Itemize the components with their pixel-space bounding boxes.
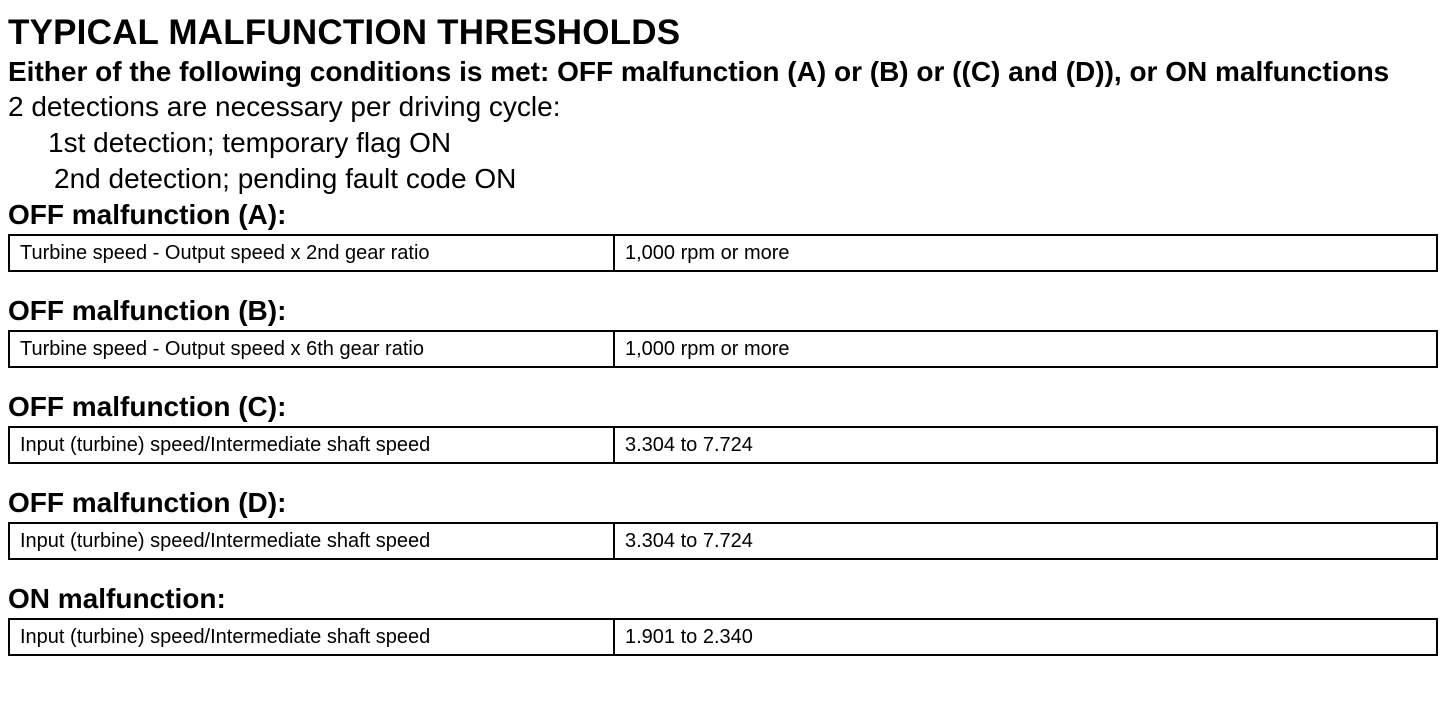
section-off-malfunction-a bbox=[8, 198, 1440, 272]
threshold-cell: 1.901 to 2.340 bbox=[614, 619, 1437, 655]
threshold-cell: 1,000 rpm or more bbox=[614, 235, 1437, 271]
threshold-table bbox=[8, 234, 1438, 272]
detections-intro: 2 detections are necessary per driving cycle: bbox=[8, 91, 561, 122]
threshold-table bbox=[8, 618, 1438, 656]
second-detection-note: 2nd detection; pending fault code ON bbox=[54, 163, 517, 194]
section-heading: OFF malfunction (C): bbox=[8, 391, 287, 422]
parameter-cell: Turbine speed - Output speed x 2nd gear ratio bbox=[9, 235, 614, 271]
threshold-table bbox=[8, 522, 1438, 560]
document-title: TYPICAL MALFUNCTION THRESHOLDS bbox=[8, 13, 681, 52]
table-row bbox=[9, 619, 1437, 655]
section-heading: OFF malfunction (A): bbox=[8, 199, 287, 230]
condition-statement: Either of the following conditions is met: OFF malfunction (A) or (B) or ((C) and (D)), or ON malfunctions bbox=[8, 56, 1390, 87]
parameter-cell: Input (turbine) speed/Intermediate shaft speed bbox=[9, 523, 614, 559]
threshold-cell: 1,000 rpm or more bbox=[614, 331, 1437, 367]
section-on-malfunction bbox=[8, 582, 1440, 656]
parameter-cell: Input (turbine) speed/Intermediate shaft speed bbox=[9, 619, 614, 655]
first-detection-note: 1st detection; temporary flag ON bbox=[48, 127, 452, 158]
document-page bbox=[8, 0, 1440, 656]
table-row bbox=[9, 427, 1437, 463]
section-off-malfunction-c bbox=[8, 390, 1440, 464]
section-heading: ON malfunction: bbox=[8, 583, 226, 614]
section-off-malfunction-d bbox=[8, 486, 1440, 560]
table-row bbox=[9, 331, 1437, 367]
parameter-cell: Input (turbine) speed/Intermediate shaft speed bbox=[9, 427, 614, 463]
table-row bbox=[9, 523, 1437, 559]
threshold-table bbox=[8, 330, 1438, 368]
section-heading: OFF malfunction (B): bbox=[8, 295, 287, 326]
threshold-table bbox=[8, 426, 1438, 464]
section-off-malfunction-b bbox=[8, 294, 1440, 368]
threshold-cell: 3.304 to 7.724 bbox=[614, 427, 1437, 463]
section-heading: OFF malfunction (D): bbox=[8, 487, 287, 518]
threshold-cell: 3.304 to 7.724 bbox=[614, 523, 1437, 559]
table-row bbox=[9, 235, 1437, 271]
parameter-cell: Turbine speed - Output speed x 6th gear ratio bbox=[9, 331, 614, 367]
